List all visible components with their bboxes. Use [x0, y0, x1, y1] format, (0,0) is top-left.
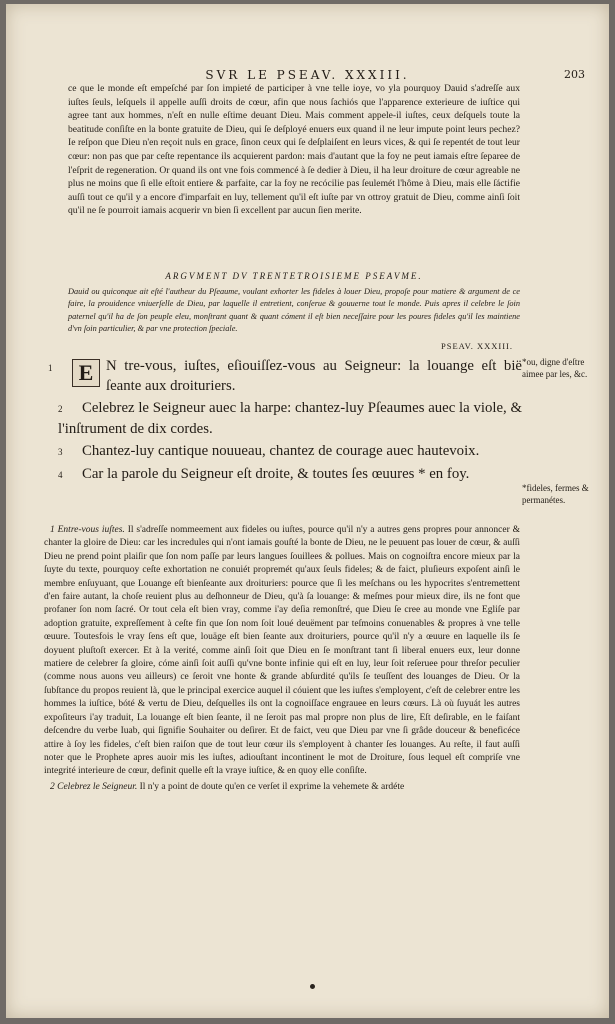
- printers-mark: [310, 984, 315, 989]
- verse-text: Chantez-luy cantique nouueau, chantez de courage auec hautevoix.: [82, 443, 480, 459]
- verse: [58, 464, 522, 485]
- page-number: 203: [564, 68, 585, 81]
- verse-text: Celebrez le Seigneur auec la harpe: chantez-luy Pſeaumes auec la viole, & l'inſtrument de dix cordes.: [58, 400, 522, 437]
- commentary-paragraph: [44, 524, 520, 779]
- verse-number: 3: [58, 447, 63, 457]
- verse: [58, 398, 522, 439]
- argument-title: ARGVMENT DV TRENTETROISIEME PSEAVME.: [165, 271, 423, 281]
- psalm-label: PSEAV. XXXIII.: [440, 341, 513, 351]
- verse-number: 2: [58, 404, 63, 414]
- commentary-lemma: 1 Entre-vous iuſtes.: [50, 525, 125, 535]
- verse-number: 4: [58, 470, 63, 480]
- verse-text: N tre-vous, iuſtes, eſiouiſſez-vous au Seigneur: la louange eſt bië ſeante aux droituriers.: [106, 358, 522, 394]
- drop-cap: E: [72, 359, 100, 387]
- intro-paragraph: ce que le monde eſt empeſché par ſon impieté de participer à vne telle ioye, vo yla pourquoy Dauid s'adreſſe aux iuſtes ſeuls, leſquels il appelle auſſi droits de cœur, afin que nous ſachiós que l'apparence exterieure de iuſtice qui agree tant aux hommes, n'eſt en nulle eſtime deuant Dieu. Mais comment appele-il iuſtes, ceux deſquels toute la beatitude conſiſte en la bonte gratuite de Dieu, qui ſe deſployé enuers eux quand il ne leur impute point leurs pechez? Ie reſpon que Dieu n'en reçoit nuls en grace, ſinon ceux qui ſe deſplaiſent en leurs vices, & qui ſe repentét de tout leur cœur: non pas que par ceſte repentance ils acquierent pardon: mais d'autant que la foy ne peut iamais eſtre ſeparee de l'eſprit de regeneration. Or quand ils ont vne fois commencé à ſe dedier à Dieu, il ha leur droiture de cœur agreable ne plus ne moins que ſi elle eſtoit entiere & parfaite, car la foy ne recócilie pas ſeulemét l'hôme à Dieu, mais elle ſáctifie auſſi tout ce qu'il y a encore d'imparfait en luy, tellement qu'il eſt iuſte par vn ottroy gratuit de Dieu, comme ainſi ſoit qu'il ne ſe pourroit iamais acquerir vn bien ſi excellent par aucun ſien merite.: [68, 83, 520, 217]
- commentary-paragraph: [44, 781, 520, 794]
- verse: [48, 356, 522, 396]
- commentary-lemma: 2 Celebrez le Seigneur.: [50, 781, 138, 792]
- running-head: SVR LE PSEAV. XXXIII.: [205, 68, 410, 82]
- verse-text: Car la parole du Seigneur eſt droite, & toutes ſes œuures * en foy.: [82, 466, 470, 482]
- commentary-text: Il n'y a point de doute qu'en ce verſet il exprime la vehemete & ardéte: [137, 781, 405, 792]
- book-page: [6, 4, 609, 1018]
- margin-note: *fideles, fermes & permanétes.: [522, 483, 589, 505]
- verse: [58, 441, 522, 462]
- commentary: [44, 524, 520, 796]
- margin-note: *ou, digne d'eſtre aimee par les, &c.: [522, 357, 588, 379]
- verse-number: 1: [48, 363, 53, 373]
- argument-text: Dauid ou quiconque ait eſté l'autheur du Pſeaume, voulant exhorter les fideles à louer Dieu, propoſe pour matiere & argument de ce faire, la prouidence vniuerſelle de Dieu, par laquelle il entretient, conſerue & gouuerne tout le monde. Puis apres il celebre le ſoin paternel qu'il ha de ſon peuple eleu, monſtrant quant & quant cóment il eſt bien neceſſaire pour les poures fideles qu'il les maintiene d'vn ſoin particulier, & par vne protection ſpeciale.: [68, 287, 520, 334]
- commentary-text: Il s'adreſſe nommeement aux fideles ou iuſtes, pource qu'il n'y a autres gens propres pour annoncer & chanter la gloire de Dieu: car les incredules qui n'ont iamais gouſté la bonte de Dieu, ne le peuuent pas louer de cœur, & auſſi Dieu ne prend point plaiſir que ſon nom paſſe par leurs langues ſouillees & pollues. Mais on cognoiſtra encore mieux par la ſuyte du texte, pourquoy ceſte exhortation ne conuiét propremét qu'aux ſeuls fideles; & de faict, pluſieurs expoſent ainſi le membre enſuyuant, que Louange eſt bienſeante aux droituriers: pource que ſi les meſchans ou les hypocrites s'entremettent d'en faire autant, la choſe reuient plus au deſhonneur de Dieu, qu'à ſa louange: & meſmes pour mieux dire, ils ne font que profaner ſon nom ſacré. Or tout cela eſt bien vray, comme i'ay deſia remonſtré, que Dieu ſe cree au monde vne Egliſe par adoption gratuite, expreſſement à ceſte fin que ſon nom ſoit loué deuëment par teſmoins conuenables & propres à vne telle œuure. Toutesfois le vray ſens eſt que, louäge eſt bien ſeante aux droituriers, pource qu'il n'y a œuure en laquelle ils ſe doyuent pluſtoſt exercer. Et à la verité, comme ainſi ſoit que Dieu en ſe monſtrant tant ſi liberal enuers eux, leur donne matiere de celebrer ſa gloire, cóme ainſi ſoit auſſi qu'vne bonte infinie qui eſt en luy, leur ſoit reſeruee pour threſor peculier (comme nous auons veu ailleurs) ce ſeroit vne honte & grande abſurdité qu'ils ſe teuſſent des louanges de Dieu. Or la ſubſtance du propos reuient là, que le principal exercice auquel il cóuient que les iuſtes s'employent, c'eſt de celebrer entre les hommes la iuſtice, bóté & vertu de Dieu, deſquelles ils ont la cognoiſſace engrauee en leurs cœurs. Là où ſuyuát les autres expoſiteurs i'ay traduit, La louange eſt bien ſeante, il ne ſeroit pas mal propre non plus de lire, Eſt deſirable, en le faiſant deſcendre du verbe Iuab, qui ſignifie Souhaiter ou deſirer. Et de faict, veu que Dieu par vne ſi grâde douceur & beneficéce attire à ſoy les fideles, c'eſt bien raiſon que de tout leur cœur ils s'employent à chanter ſes louanges. Au reſte, il faut auſſi noter que le Prophete apres auoir mis les iuſtes, adiouſtant incontinent le mot de Droiture, ſous lequel eſt compriſe vne integrité interieure de cœur, definit quelle eſt la vraye iuſtice, & en quoy elle conſiſte.: [44, 525, 520, 777]
- verses: [48, 356, 522, 487]
